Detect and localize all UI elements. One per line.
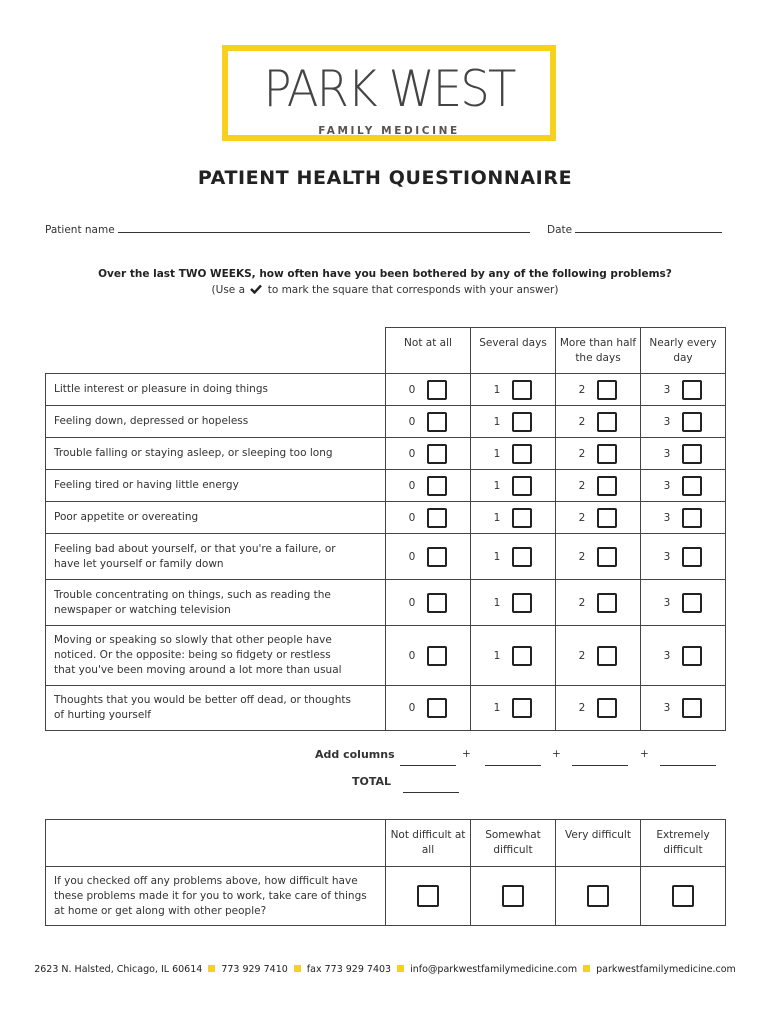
score-value: 0 <box>408 511 416 524</box>
score-value: 0 <box>408 479 416 492</box>
score-value: 1 <box>493 383 501 396</box>
score-cell <box>471 502 556 534</box>
answer-checkbox[interactable] <box>427 412 447 432</box>
answer-checkbox[interactable] <box>682 412 702 432</box>
date-line[interactable] <box>575 222 722 233</box>
questionnaire-table <box>45 327 726 731</box>
answer-checkbox[interactable] <box>597 547 617 567</box>
score-cell <box>471 438 556 470</box>
patient-name-field[interactable] <box>45 222 530 236</box>
answer-checkbox[interactable] <box>427 698 447 718</box>
score-cell <box>386 580 471 626</box>
score-cell <box>386 686 471 731</box>
difficulty-table <box>45 819 726 926</box>
answer-checkbox[interactable] <box>427 593 447 613</box>
answer-checkbox[interactable] <box>597 508 617 528</box>
problem-label: Feeling down, depressed or hopeless <box>46 406 386 438</box>
score-value: 2 <box>578 550 586 563</box>
footer-fax: fax 773 929 7403 <box>306 964 392 975</box>
score-value: 1 <box>493 649 501 662</box>
logo-name: PARK WEST <box>263 60 515 118</box>
column-header: More than half the days <box>556 328 641 374</box>
difficulty-header-corner <box>46 820 386 867</box>
column-sum-blank[interactable] <box>485 755 543 769</box>
answer-checkbox[interactable] <box>597 593 617 613</box>
score-value: 0 <box>408 596 416 609</box>
column-header: Several days <box>471 328 556 374</box>
plus-sign: + <box>640 748 649 760</box>
answer-checkbox[interactable] <box>512 593 532 613</box>
answer-checkbox[interactable] <box>427 508 447 528</box>
problem-label: Poor appetite or overeating <box>46 502 386 534</box>
score-value: 0 <box>408 550 416 563</box>
score-cell <box>471 534 556 580</box>
footer <box>0 964 770 975</box>
answer-checkbox[interactable] <box>682 476 702 496</box>
footer-address: 2623 N. Halsted, Chicago, IL 60614 <box>34 964 203 975</box>
difficulty-checkbox[interactable] <box>672 885 694 907</box>
answer-checkbox[interactable] <box>682 444 702 464</box>
patient-name-label: Patient name <box>45 224 115 236</box>
score-cell <box>386 438 471 470</box>
score-cell <box>471 580 556 626</box>
score-value: 3 <box>663 511 671 524</box>
score-value: 0 <box>408 415 416 428</box>
score-cell <box>471 626 556 686</box>
score-cell <box>641 580 726 626</box>
score-cell <box>471 406 556 438</box>
checkmark-icon <box>250 284 262 294</box>
bullet-square-icon <box>397 965 404 972</box>
date-label: Date <box>547 224 573 236</box>
answer-checkbox[interactable] <box>512 547 532 567</box>
score-cell <box>556 438 641 470</box>
problem-label: Feeling bad about yourself, or that you're a failure, or have let yourself or family down <box>46 534 386 580</box>
score-value: 2 <box>578 447 586 460</box>
problem-label: Feeling tired or having little energy <box>46 470 386 502</box>
score-value: 3 <box>663 649 671 662</box>
score-cell <box>556 502 641 534</box>
instruction-question: Over the last TWO WEEKS, how often have you been bothered by any of the following problems? <box>98 268 672 280</box>
answer-checkbox[interactable] <box>682 698 702 718</box>
instruction-use-prefix: (Use a <box>211 284 246 296</box>
footer-website[interactable]: parkwestfamilymedicine.com <box>596 964 736 975</box>
score-value: 1 <box>493 415 501 428</box>
score-value: 1 <box>493 550 501 563</box>
score-value: 2 <box>578 596 586 609</box>
score-value: 0 <box>408 649 416 662</box>
answer-checkbox[interactable] <box>427 444 447 464</box>
problem-row <box>46 534 726 580</box>
answer-checkbox[interactable] <box>512 412 532 432</box>
score-value: 0 <box>408 383 416 396</box>
patient-name-line[interactable] <box>118 222 530 233</box>
problem-label: Thoughts that you would be better off dead, or thoughts of hurting yourself <box>46 686 386 731</box>
sum-line[interactable] <box>572 755 628 766</box>
difficulty-row <box>46 867 726 926</box>
score-cell <box>386 502 471 534</box>
answer-checkbox[interactable] <box>597 646 617 666</box>
answer-checkbox[interactable] <box>512 508 532 528</box>
score-value: 3 <box>663 550 671 563</box>
page-title: PATIENT HEALTH QUESTIONNAIRE <box>197 167 573 189</box>
score-value: 3 <box>663 383 671 396</box>
score-value: 1 <box>493 479 501 492</box>
score-cell <box>386 406 471 438</box>
problem-label: Trouble falling or staying asleep, or sleeping too long <box>46 438 386 470</box>
score-value: 2 <box>578 383 586 396</box>
score-value: 1 <box>493 511 501 524</box>
answer-checkbox[interactable] <box>597 698 617 718</box>
score-value: 3 <box>663 447 671 460</box>
problem-row <box>46 470 726 502</box>
difficulty-header-row <box>46 820 726 867</box>
problem-label: Trouble concentrating on things, such as reading the newspaper or watching television <box>46 580 386 626</box>
difficulty-option-header: Extremely difficult <box>641 820 726 867</box>
footer-email[interactable]: info@parkwestfamilymedicine.com <box>410 964 578 975</box>
answer-checkbox[interactable] <box>512 380 532 400</box>
score-value: 3 <box>663 479 671 492</box>
score-cell <box>556 626 641 686</box>
score-value: 3 <box>663 702 671 714</box>
answer-checkbox[interactable] <box>512 444 532 464</box>
score-value: 3 <box>663 596 671 609</box>
score-value: 2 <box>578 511 586 524</box>
score-cell <box>641 626 726 686</box>
difficulty-question: If you checked off any problems above, how difficult have these problems made it for you to work, take care of things at home or get along with other people? <box>46 867 386 926</box>
difficulty-cell <box>556 867 641 926</box>
score-cell <box>386 626 471 686</box>
score-cell <box>641 470 726 502</box>
difficulty-cell <box>641 867 726 926</box>
sum-line[interactable] <box>660 755 716 766</box>
answer-checkbox[interactable] <box>682 380 702 400</box>
problem-row <box>46 438 726 470</box>
score-value: 2 <box>578 479 586 492</box>
bullet-square-icon <box>583 965 590 972</box>
total-blank[interactable] <box>403 782 461 796</box>
score-cell <box>641 502 726 534</box>
difficulty-cell <box>471 867 556 926</box>
instruction-usage <box>0 284 770 296</box>
column-sum-blank[interactable] <box>572 755 630 769</box>
score-value: 1 <box>493 596 501 609</box>
plus-sign: + <box>552 748 561 760</box>
sum-line[interactable] <box>400 755 456 766</box>
bullet-square-icon <box>208 965 215 972</box>
score-cell <box>386 470 471 502</box>
footer-phone: 773 929 7410 <box>221 964 288 975</box>
score-value: 1 <box>493 447 501 460</box>
answer-checkbox[interactable] <box>427 476 447 496</box>
answer-checkbox[interactable] <box>427 547 447 567</box>
answer-checkbox[interactable] <box>597 412 617 432</box>
answer-checkbox[interactable] <box>682 508 702 528</box>
instruction-use-suffix: to mark the square that corresponds with your answer) <box>267 284 559 296</box>
bullet-square-icon <box>294 965 301 972</box>
difficulty-checkbox[interactable] <box>502 885 524 907</box>
difficulty-cell <box>386 867 471 926</box>
answer-checkbox[interactable] <box>682 593 702 613</box>
column-header: Nearly every day <box>641 328 726 374</box>
answer-checkbox[interactable] <box>512 476 532 496</box>
score-cell <box>556 374 641 406</box>
total-line[interactable] <box>403 782 459 793</box>
answer-checkbox[interactable] <box>427 380 447 400</box>
score-value: 2 <box>578 415 586 428</box>
sum-line[interactable] <box>485 755 541 766</box>
score-cell <box>641 438 726 470</box>
problem-label: Little interest or pleasure in doing things <box>46 374 386 406</box>
difficulty-option-header: Somewhat difficult <box>471 820 556 867</box>
logo <box>222 45 556 141</box>
score-cell <box>386 374 471 406</box>
answer-checkbox[interactable] <box>597 444 617 464</box>
answer-checkbox[interactable] <box>682 646 702 666</box>
column-header: Not at all <box>386 328 471 374</box>
logo-subtitle: FAMILY MEDICINE <box>318 125 460 137</box>
problem-row <box>46 374 726 406</box>
difficulty-checkbox[interactable] <box>417 885 439 907</box>
header-corner <box>46 328 386 374</box>
problem-label: Moving or speaking so slowly that other people have noticed. Or the opposite: being so fidgety or restless that you've been moving around a lot more than usual <box>46 626 386 686</box>
problem-row <box>46 502 726 534</box>
score-cell <box>641 374 726 406</box>
problem-row <box>46 580 726 626</box>
score-cell <box>641 534 726 580</box>
score-cell <box>471 470 556 502</box>
answer-checkbox[interactable] <box>427 646 447 666</box>
problem-rows <box>46 374 726 731</box>
score-cell <box>556 580 641 626</box>
problem-row <box>46 406 726 438</box>
total-label: TOTAL <box>352 775 392 788</box>
date-field[interactable] <box>547 222 722 236</box>
column-sum-blank[interactable] <box>400 755 458 769</box>
answer-checkbox[interactable] <box>512 646 532 666</box>
add-columns-label: Add columns <box>315 748 395 761</box>
score-value: 2 <box>578 649 586 662</box>
score-value: 0 <box>408 447 416 460</box>
score-cell <box>471 686 556 731</box>
score-value: 0 <box>408 702 416 714</box>
score-cell <box>386 534 471 580</box>
answer-checkbox[interactable] <box>597 380 617 400</box>
score-cell <box>556 406 641 438</box>
answer-checkbox[interactable] <box>512 698 532 718</box>
score-value: 3 <box>663 415 671 428</box>
problem-row <box>46 626 726 686</box>
score-cell <box>556 534 641 580</box>
answer-checkbox[interactable] <box>597 476 617 496</box>
column-sum-blank[interactable] <box>660 755 718 769</box>
score-value: 1 <box>493 702 501 714</box>
difficulty-checkbox[interactable] <box>587 885 609 907</box>
problem-row <box>46 686 726 731</box>
score-cell <box>556 470 641 502</box>
plus-sign: + <box>462 748 471 760</box>
score-cell <box>641 686 726 731</box>
difficulty-option-header: Not difficult at all <box>386 820 471 867</box>
score-cell <box>471 374 556 406</box>
score-value: 2 <box>578 702 586 714</box>
answer-checkbox[interactable] <box>682 547 702 567</box>
difficulty-option-header: Very difficult <box>556 820 641 867</box>
header-row <box>46 328 726 374</box>
score-cell <box>556 686 641 731</box>
score-cell <box>641 406 726 438</box>
